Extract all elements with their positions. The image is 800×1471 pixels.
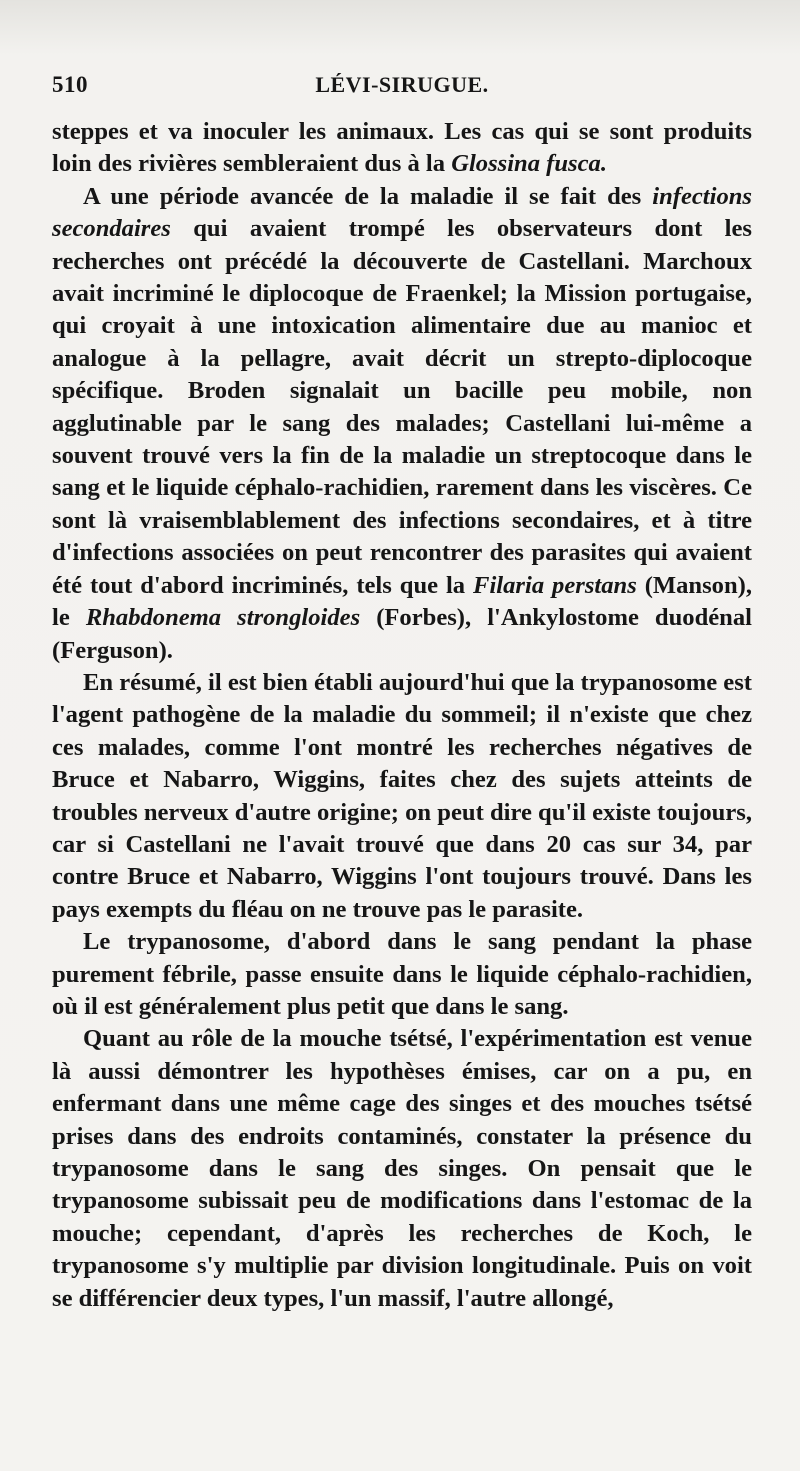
italic-term: Glossina fusca.	[451, 150, 607, 178]
paragraph	[52, 667, 752, 926]
paragraph	[52, 116, 752, 181]
italic-term: infections secondaires	[52, 182, 752, 243]
paragraph	[52, 181, 752, 667]
body-text	[52, 116, 752, 1315]
text-run: (Manson), le	[52, 571, 752, 632]
text-run: (Forbes), l'Ankylostome duodénal (Ferguson).	[52, 604, 752, 664]
text-run: qui avaient trompé les observateurs dont les recherches ont précédé la découverte de Castellani. Marchoux avait incriminé le diplocoque de Fraenkel; la Mission portugaise, qui croyait à une intoxication alimentaire due au manioc et analogue à la pellagre, avait décrit un strepto-diplocoque spécifique. Broden signalait un bacille peu mobile, non agglutinable par le sang des malades; Castellani lui-même a souvent trouvé vers la fin de la maladie un streptocoque dans le sang et le liquide céphalo-rachidien, rarement dans les viscères. Ce sont là vraisemblablement des infections secondaires, et à titre d'infections associées on peut rencontrer des parasites qui avaient été tout d'abord incriminés, tels que la	[52, 215, 752, 599]
running-head	[52, 72, 752, 106]
text-run: steppes et va inoculer les animaux. Les cas qui se sont produits loin des rivières sembleraient dus à la	[52, 118, 752, 178]
paragraph	[52, 926, 752, 1023]
text-run: Quant au rôle de la mouche tsétsé, l'expérimentation est venue là aussi démontrer les hypothèses émises, car on a pu, en enfermant dans une même cage des singes et des mouches tsétsé prises dans des endroits contaminés, constater la présence du trypanosome dans le sang des singes. On pensait que le trypanosome subissait peu de modifications dans l'estomac de la mouche; cependant, d'après les recherches de Koch, le trypanosome s'y multiplie par division longitudinale. Puis on voit se différencier deux types, l'un massif, l'autre allongé,	[52, 1025, 752, 1312]
italic-term: Rhabdonema strongloides	[85, 604, 361, 632]
page-number: 510	[52, 72, 88, 97]
paragraph	[52, 1023, 752, 1315]
text-run: En résumé, il est bien établi aujourd'hui que la trypanosome est l'agent pathogène de la maladie du sommeil; il n'existe que chez ces malades, comme l'ont montré les recherches négatives de Bruce et Nabarro, Wiggins, faites chez des sujets atteints de troubles nerveux d'autre origine; on peut dire qu'il existe toujours, car si Castellani ne l'avait trouvé que dans 20 cas sur 34, par contre Bruce et Nabarro, Wiggins l'ont toujours trouvé. Dans les pays exempts du fléau on ne trouve pas le parasite.	[52, 668, 752, 923]
italic-term: Filaria perstans	[473, 571, 637, 599]
text-run: Le trypanosome, d'abord dans le sang pendant la phase purement fébrile, passe ensuite dans le liquide céphalo-rachidien, où il est généralement plus petit que dans le sang.	[52, 928, 752, 1020]
text-run: A une période avancée de la maladie il se fait des	[83, 182, 653, 210]
running-head-author: LÉVI-SIRUGUE.	[315, 72, 489, 97]
